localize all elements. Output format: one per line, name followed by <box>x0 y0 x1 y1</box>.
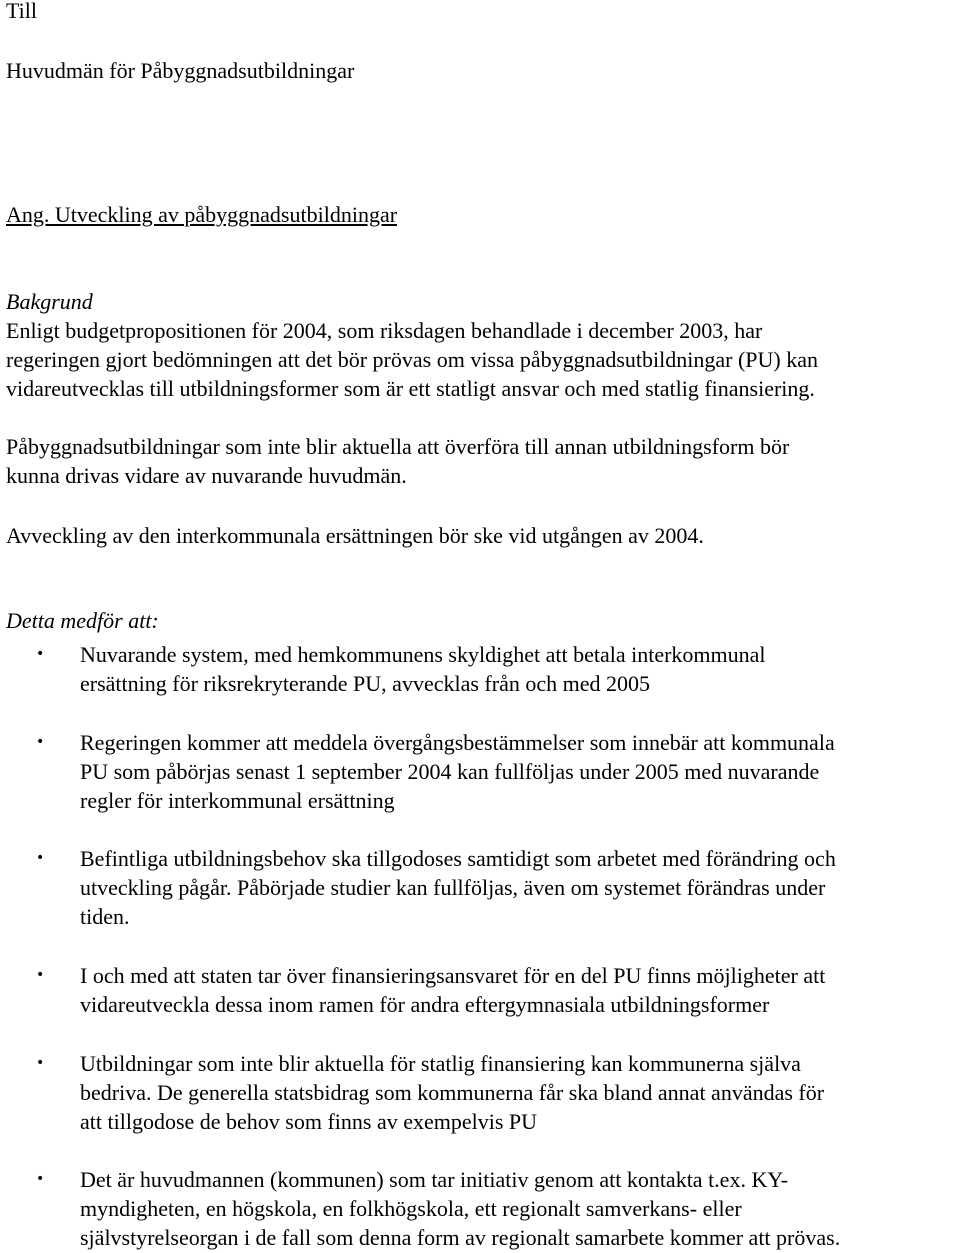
paragraph-existing-providers <box>6 432 789 490</box>
list-item-line: ersättning för riksrekryterande PU, avvecklas från och med 2005 <box>80 671 650 696</box>
list-item-line: tiden. <box>80 904 130 929</box>
bullet-marker: • <box>36 850 45 866</box>
subject-line: Ang. Utveckling av påbyggnadsutbildningar <box>6 202 398 227</box>
list-item-line: Nuvarande system, med hemkommunens skyldighet att betala interkommunal <box>80 642 766 667</box>
list-item-line: utveckling pågår. Påbörjade studier kan fullföljas, även om systemet förändras under <box>80 875 826 900</box>
bullet-marker: • <box>36 734 45 750</box>
list-item-line: Det är huvudmannen (kommunen) som tar initiativ genom att kontakta t.ex. KY- <box>80 1167 789 1192</box>
list-item-line: myndigheten, en högskola, en folkhögskola, ett regionalt samverkans- eller <box>80 1196 742 1221</box>
bullet-marker: • <box>36 1055 45 1071</box>
list-item-line: I och med att staten tar över finansieringsansvaret för en del PU finns möjligheter att <box>80 963 826 988</box>
list-item-line: Utbildningar som inte blir aktuella för statlig finansiering kan kommunerna själva <box>80 1051 801 1076</box>
paragraph2-line-1: Påbyggnadsutbildningar som inte blir aktuella att överföra till annan utbildningsform bör <box>6 434 790 459</box>
list-item-line: självstyrelseorgan i de fall som denna form av regionalt samarbete kommer att prövas. <box>80 1225 841 1250</box>
bullet-marker: • <box>36 646 45 662</box>
list-item-line: vidareutveckla dessa inom ramen för andra eftergymnasiala utbildningsformer <box>80 992 770 1017</box>
background-line-1: Enligt budgetpropositionen för 2004, som riksdagen behandlade i december 2003, har <box>6 318 763 343</box>
background-line-3: vidareutvecklas till utbildningsformer som är ett statligt ansvar och med statlig finansiering. <box>6 376 815 401</box>
list-item-line: Regeringen kommer att meddela övergångsbestämmelser som innebär att kommunala <box>80 730 835 755</box>
list-item-line: regler för interkommunal ersättning <box>80 788 395 813</box>
addressee-recipient: Huvudmän för Påbyggnadsutbildningar <box>6 58 355 83</box>
background-section <box>6 287 818 403</box>
consequences-heading: Detta medför att: <box>6 608 159 633</box>
background-line-2: regeringen gjort bedömningen att det bör prövas om vissa påbyggnadsutbildningar (PU) kan <box>6 347 818 372</box>
paragraph2-line-2: kunna drivas vidare av nuvarande huvudmän. <box>6 463 407 488</box>
addressee-to: Till <box>6 0 38 23</box>
bullet-marker: • <box>36 1171 45 1187</box>
bullet-marker: • <box>36 967 45 983</box>
background-heading: Bakgrund <box>6 289 93 314</box>
list-item-line: bedriva. De generella statsbidrag som kommunerna får ska bland annat användas för <box>80 1080 825 1105</box>
list-item-line: Befintliga utbildningsbehov ska tillgodoses samtidigt som arbetet med förändring och <box>80 846 836 871</box>
list-item-line: PU som påbörjas senast 1 september 2004 kan fullföljas under 2005 med nuvarande <box>80 759 820 784</box>
list-item-line: att tillgodose de behov som finns av exempelvis PU <box>80 1109 538 1134</box>
paragraph-compensation-phaseout: Avveckling av den interkommunala ersättningen bör ske vid utgången av 2004. <box>6 523 704 548</box>
